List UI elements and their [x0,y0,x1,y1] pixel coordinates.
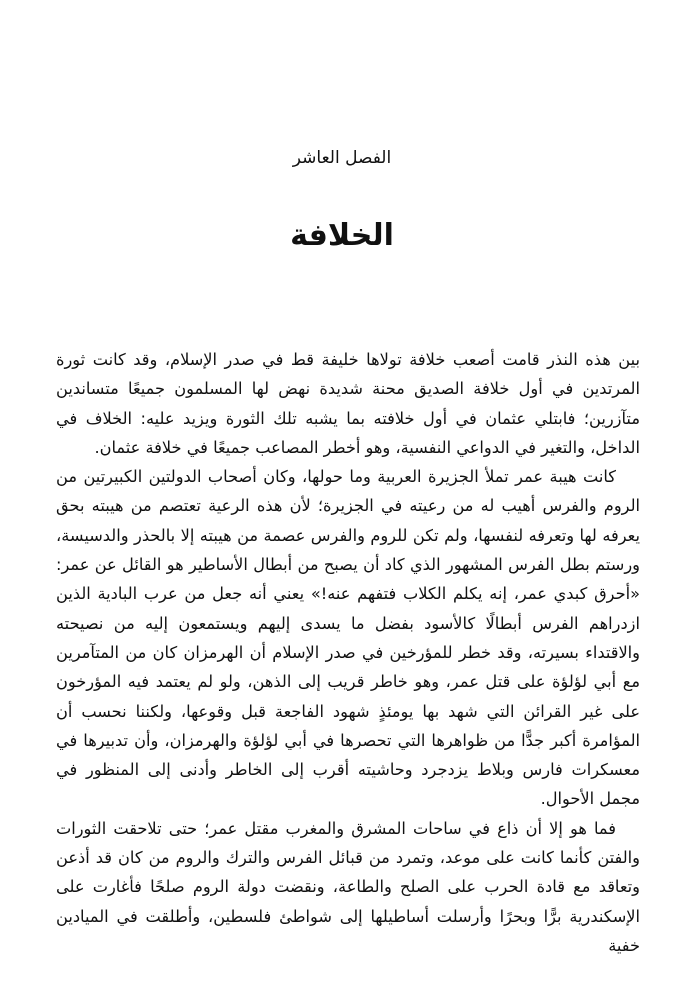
paragraph: بين هذه النذر قامت أصعب خلافة تولاها خليفة قط في صدر الإسلام، وقد كانت ثورة المرتدين في أول خلافة الصديق محنة شديدة نهض لها المسلمون جميعًا متساندين متآزرين؛ فابتلي عثمان في أول خلافته بما يشبه تلك الثورة ويزيد عليه: الخلاف في الداخل، والتغير في الدواعي النفسية، وهو أخطر المصاعب جميعًا في خلافة عثمان. [56,350,640,457]
chapter-body [56,345,640,960]
chapter-title: الخلافة [290,218,394,253]
paragraph: فما هو إلا أن ذاع في ساحات المشرق والمغرب مقتل عمر؛ حتى تلاحقت الثورات والفتن كأنما كانت على موعد، وتمرد من قبائل الفرس والترك والروم من كان قد أذعن وتعاقد مع قادة الحرب على الصلح والطاعة، ونقضت دولة الروم صلحًا فأغارت على الإسكندرية برًّا وبحرًا وأرسلت أساطيلها إلى شواطئ فلسطين، وأطلقت في الميادين خفية [56,818,640,955]
paragraph: كانت هيبة عمر تملأ الجزيرة العربية وما حولها، وكان أصحاب الدولتين الكبيرتين من الروم والفرس أهيب له من رعيته في الجزيرة؛ لأن هذه الرعية تعتصم من هيبته بحق يعرفه لها وتعرفه لنفسها، ولم تكن للروم والفرس عصمة من هيبته إلا بالحذر والدسيسة، ورستم بطل الفرس المشهور الذي كاد أن يصبح من أبطال الأساطير هو القائل عن عمر: «أحرق كبدي عمر، إنه يكلم الكلاب فتفهم عنه!» يعني أنه جعل من عرب البادية الذين ازدراهم الفرس أبطالًا كالأسود بفضل ما يسدى إليهم ويستمعون إليه من نصيحته والاقتداء بسيرته، وقد خطر للمؤرخين في صدر الإسلام أن الهرمزان كان من المتآمرين مع أبي لؤلؤة على قتل عمر، وهو خاطر قريب إلى الذهن، ولو لم يعتمد فيه المؤرخون على غير القرائن التي شهد بها يومئذٍ شهود الفاجعة قبل وقوعها، ولكننا نحسب أن المؤامرة أكبر جدًّا من ظواهرها التي تحصرها في أبي لؤلؤة والهرمزان، وأن تدبيرها في معسكرات فارس وبلاط يزدجرد وحاشيته أقرب إلى الخاطر وأدنى إلى المنظور في مجمل الأحوال. [56,467,640,809]
chapter-label: الفصل العاشر [292,148,392,168]
